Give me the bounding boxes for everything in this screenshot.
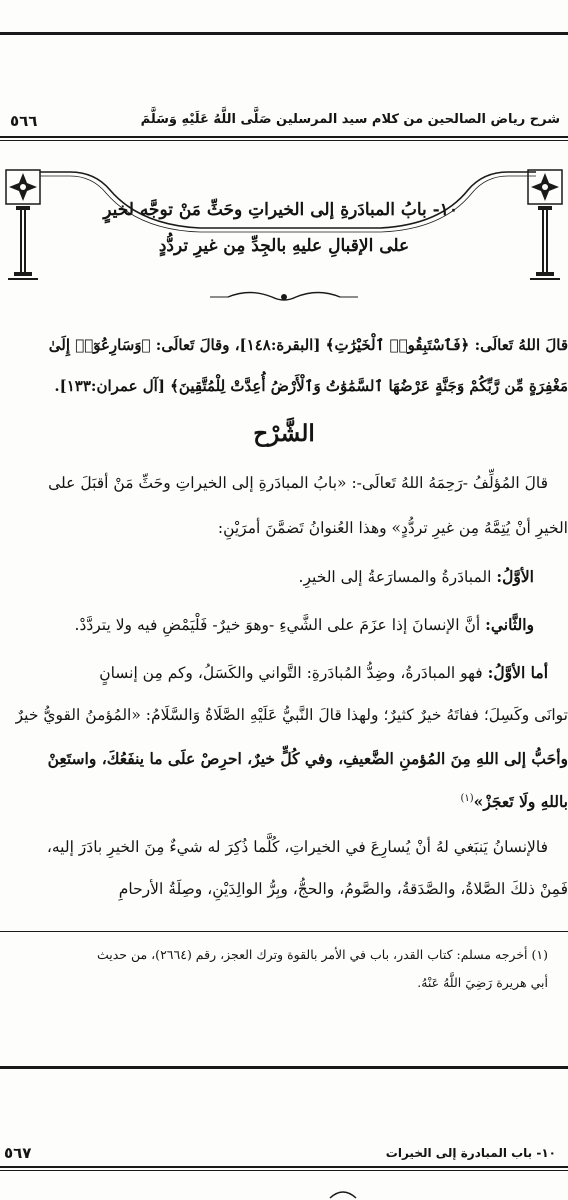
- second-point: [0, 615, 534, 634]
- next-page-ornament-fragment-icon: [328, 1186, 358, 1200]
- paragraph3-label: أما الأوَّلُ:: [487, 663, 548, 682]
- paragraph1-line1: قالَ المُؤلِّفُ -رَحِمَهُ اللهُ تَعالَى-: «بابُ المبادَرةِ إلى الخيراتِ وحَثِّ مَنْ أقبَلَ على: [48, 474, 548, 492]
- paragraph3-line1: [0, 663, 548, 682]
- footnote-reference: (١): [460, 792, 474, 804]
- flourish-ornament-icon: [210, 293, 358, 301]
- footnote-separator: [0, 931, 568, 932]
- running-header-title: شرح رياض الصالحين من كلام سيد المرسلين صَلَّى اللَّهُ عَلَيْهِ وَسَلَّمَ: [140, 112, 560, 127]
- hadith-end: باللهِ ولَا تَعجَزْ»: [473, 792, 568, 811]
- footnote-line2: أبي هريرة رَضِيَ اللَّهُ عَنْهُ.: [417, 975, 548, 990]
- paragraph3-line4: [0, 792, 568, 811]
- right-star-ornament-icon: [528, 170, 562, 204]
- left-star-ornament-icon: [6, 170, 40, 204]
- paragraph3-line1-text: فهو المبادَرةُ، وضِدُّ المُبادَرةِ: التَّواني والكَسَلُ، وكم مِن إنسانٍ: [99, 664, 488, 682]
- first-point-label: الأوَّلُ:: [496, 567, 534, 586]
- paragraph1-line2: الخيرِ أنْ يُتِمَّهُ مِن غيرِ تردُّدٍ» وهذا العُنوانُ تَضمَّنَ أمرَيْنِ:: [217, 519, 568, 537]
- header-rule-thin: [0, 140, 568, 141]
- verse-line2: مَغْفِرَةٍ مِّن رَّبِّكُمْ وَجَنَّةٍ عَرْضُهَا ٱلسَّمَٰوَٰتُ وَٱلْأَرْضُ أُعِدَّتْ لِلْمُتَّقِينَ﴾ [آل عمران:١٣٣].: [54, 377, 568, 395]
- paragraph4-line1: فالإنسانُ يَنبَغي لهُ أنْ يُسارِعَ في الخيراتِ، كُلَّما ذُكِرَ له شيءٌ مِنَ الخيرِ بادَرَ إليه،: [46, 838, 548, 856]
- section-heading: الشَّرْح: [253, 420, 315, 447]
- top-edge-rule: [0, 32, 568, 35]
- page-bottom-rule: [0, 1066, 568, 1069]
- right-column-ornament-icon: [530, 206, 560, 280]
- next-page-header-rule: [0, 1166, 568, 1168]
- header-rule: [0, 136, 568, 138]
- page-number: ٥٦٦: [10, 112, 38, 130]
- second-point-label: والثَّاني:: [485, 615, 534, 634]
- first-point: [0, 567, 534, 586]
- second-point-text: أنَّ الإنسانَ إذا عزَمَ على الشَّيءِ -وهوَ خيرٌ- فَلْيَمْضِ فيه ولا يتردَّدْ.: [74, 616, 486, 634]
- chapter-frame-ornament: [0, 150, 568, 320]
- next-page-number: ٥٦٧: [4, 1144, 32, 1162]
- chapter-title-line2: على الإقبالِ عليهِ بالجِدِّ مِن غيرِ تردُّدٍ: [158, 236, 410, 256]
- left-column-ornament-icon: [8, 206, 38, 280]
- first-point-text: المبادَرةُ والمسارَعةُ إلى الخيرِ.: [298, 568, 497, 586]
- footnote-line1: (١) أخرجه مسلم: كتاب القدر، باب في الأمر بالقوة وترك العجز، رقم (٢٦٦٤)، من حديث: [96, 947, 548, 962]
- paragraph4-line2: فَمِنْ ذلكَ الصَّلاةُ، والصَّدَقةُ، والصَّومُ، والحجُّ، وبِرُّ الوالِدَيْنِ، وصِلَةُ الأرحامِ: [118, 880, 568, 898]
- paragraph3-line3: وأحَبُّ إلى اللهِ مِنَ المُؤمنِ الضَّعيفِ، وفي كُلٍّ خيرٌ، احرِصْ علَى ما ينفَعُكَ، واستَعِنْ: [47, 749, 568, 768]
- next-page-header-rule-thin: [0, 1170, 568, 1171]
- chapter-title-line1: ١٠- بابُ المبادَرةِ إلى الخيراتِ وحَثِّ مَنْ توجَّه لخيرٍ: [103, 200, 458, 220]
- verse-line1: قالَ اللهُ تَعالَى: ﴿فَٱسْتَبِقُوا۟ ٱلْخَيْرَٰتِ﴾ [البقرة:١٤٨]، وقالَ تَعالَى: ﴿وَسَارِعُوٓا۟ إِلَىٰ: [48, 336, 568, 354]
- paragraph3-line2: توانَى وكَسِلَ؛ ففاتَهُ خيرٌ كثيرٌ؛ ولهذا قالَ النَّبيُّ عَلَيْهِ الصَّلَاةُ وَالسَّلَامُ: «المُؤمنُ القويُّ خيرٌ: [15, 706, 568, 724]
- next-page-chapter-label: ١٠- باب المبادرة إلى الخيرات: [385, 1146, 556, 1160]
